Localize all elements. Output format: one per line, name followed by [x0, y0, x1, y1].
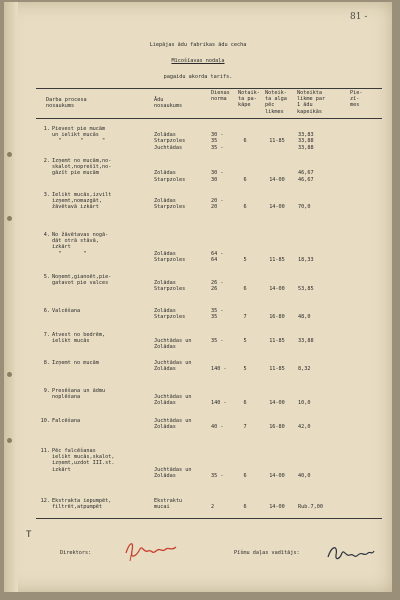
row-norm: 35 - — [211, 338, 224, 345]
row-price: 18,33 — [298, 256, 314, 263]
row-wage: 14-00 — [269, 176, 285, 183]
row-wage: 14-00 — [269, 204, 285, 211]
row-norm: 40 - — [211, 424, 224, 431]
col-header-norm: Dienas norma — [211, 90, 230, 103]
tariff-title: pagaidu akorda tarifs. — [163, 74, 233, 80]
row-leather: Zolādas Starpzoles — [154, 280, 186, 293]
row-category: 6 — [243, 472, 247, 479]
row-number: 7. — [43, 332, 50, 338]
corner-handwritten-note: 81 - — [350, 12, 368, 22]
row-leather: Juchtādas un Zolādas — [154, 338, 192, 351]
row-wage: 11-85 — [269, 338, 285, 345]
row-price: 33,88 — [298, 338, 314, 345]
row-price: 46,67 46,67 — [298, 170, 314, 183]
row-price: Rub.7,00 — [298, 504, 323, 511]
row-leather: Juchtādas un Zolādas — [154, 360, 192, 373]
row-norm: 35 - 35 — [211, 308, 224, 321]
col-header-process: Darba procesa nosaukums — [46, 97, 87, 110]
row-norm: 30 - 30 — [211, 170, 224, 183]
col-header-price: Noteikta likme par 1 ādu kapeikās — [297, 90, 326, 115]
col-header-wage: Noteik- ta alga pēc likmes — [265, 90, 287, 115]
row-process: Pēc falcēšanas ielikt mucās,skalot, izņemt,uzdot III.st. izkārt — [52, 448, 115, 473]
row-category: 5 — [243, 256, 247, 263]
row-wage: 14-00 — [269, 472, 285, 479]
row-process: Ielikt mucās,izvilt izņemt,nomazgāt, žāvētavā izkārt — [52, 192, 112, 211]
row-process: Presēšana un ādmu noplēšana — [52, 388, 106, 401]
row-process: Noņemt,gianoēt,pie- gatavot pie valces — [52, 274, 112, 287]
row-leather: Juchtādas un Zolādas — [154, 394, 192, 407]
factory-title: Liepājas ādu fabrikas ādu cecha — [149, 42, 247, 48]
row-process: Izņemt no mucām,no- skalot,noprešīt,no- gāzīt pie mucām — [52, 158, 112, 177]
row-leather: Zolādas Starpzoles — [154, 198, 186, 211]
row-leather: Zolādas Starpzoles — [154, 170, 186, 183]
row-leather: Zolādas Starpzoles — [154, 308, 186, 321]
row-leather: Zolādas Starpzoles Juchtādas — [154, 132, 186, 151]
row-category: 6 — [243, 138, 247, 145]
row-wage: 11-85 — [269, 366, 285, 373]
row-number: 12. — [40, 498, 50, 504]
row-process: Valcēšana — [52, 308, 81, 314]
row-process: Ekstrakta iepumpēt, filtrēt,atpumpēt — [52, 498, 112, 511]
margin-mark: T — [26, 530, 32, 540]
row-category: 5 — [243, 338, 247, 345]
row-wage: 11-85 — [269, 256, 285, 263]
row-number: 8. — [43, 360, 50, 366]
row-price: 48,0 — [298, 314, 311, 321]
col-header-note: Pie- zī- mes — [350, 90, 363, 109]
row-process: Pievest pie mucām un ielikt mucās " " " — [52, 126, 106, 145]
row-category: 6 — [243, 204, 247, 211]
row-number: 11. — [40, 448, 50, 454]
row-wage: 16-80 — [269, 314, 285, 321]
row-price: 53,85 — [298, 286, 314, 293]
row-norm: 30 - 35 35 - — [211, 132, 224, 151]
row-norm: 2 — [211, 504, 215, 511]
row-leather: Ekstraktu mucai — [154, 498, 183, 511]
row-leather: Juchtādas un Zolādas — [154, 418, 192, 431]
row-norm: 20 - 20 — [211, 198, 224, 211]
row-process: No žāvētavas nogā- dāt otrā stāvā, izkārt " " — [52, 232, 109, 257]
row-price: 10,0 — [298, 400, 311, 407]
row-number: 6. — [43, 308, 50, 314]
row-process: Falcēšana — [52, 418, 81, 424]
row-leather: Zolādas Starpzoles — [154, 250, 186, 263]
punch-hole — [7, 438, 12, 443]
row-number: 5. — [43, 274, 50, 280]
directors-signature — [122, 537, 180, 563]
row-process: Izņemt no mucām — [52, 360, 99, 366]
row-process: Atvest no bedrēm, ielikt mucās — [52, 332, 106, 345]
foreman-signature — [326, 543, 376, 565]
row-number: 10. — [40, 418, 50, 424]
row-price: 33,83 33,88 33,88 — [298, 132, 314, 151]
row-price: 42,0 — [298, 424, 311, 431]
row-category: 7 — [243, 424, 247, 431]
row-number: 4. — [43, 232, 50, 238]
row-wage: 14-00 — [269, 286, 285, 293]
row-norm: 64 - 64 — [211, 250, 224, 263]
row-wage: 14-00 — [269, 504, 285, 511]
table-top-rule — [36, 88, 382, 89]
document-page — [4, 2, 392, 592]
row-price: 70,0 — [298, 204, 311, 211]
row-number: 1. — [43, 126, 50, 132]
table-header-rule — [36, 118, 382, 119]
row-category: 6 — [243, 286, 247, 293]
row-number: 2. — [43, 158, 50, 164]
punch-hole — [7, 216, 12, 221]
row-number: 9. — [43, 388, 50, 394]
department-title: Mīcošīavas nodaļa — [171, 58, 225, 64]
row-norm: 140 - — [211, 366, 227, 373]
row-norm: 26 - 26 — [211, 280, 224, 293]
row-category: 5 — [243, 366, 247, 373]
row-price: 8,32 — [298, 366, 311, 373]
col-header-category: Notaik- ta pa- kāpe — [238, 90, 260, 109]
row-category: 6 — [243, 504, 247, 511]
row-norm: 35 - — [211, 472, 224, 479]
row-norm: 140 - — [211, 400, 227, 407]
directors-label: Direktors: — [60, 550, 92, 556]
row-wage: 14-00 — [269, 400, 285, 407]
row-wage: 16-80 — [269, 424, 285, 431]
row-category: 6 — [243, 176, 247, 183]
row-category: 6 — [243, 400, 247, 407]
row-number: 3. — [43, 192, 50, 198]
row-price: 40,0 — [298, 472, 311, 479]
punch-hole — [7, 152, 12, 157]
row-wage: 11-85 — [269, 138, 285, 145]
row-leather: Juchtādas un Zolādas — [154, 466, 192, 479]
row-category: 7 — [243, 314, 247, 321]
col-header-leather: Ādu nosaukums — [154, 97, 183, 110]
table-bottom-rule — [36, 518, 382, 519]
punch-hole — [7, 372, 12, 377]
foreman-label: Pīšmu daļas vadītājs: — [234, 550, 300, 556]
page-binding-edge — [4, 2, 18, 592]
